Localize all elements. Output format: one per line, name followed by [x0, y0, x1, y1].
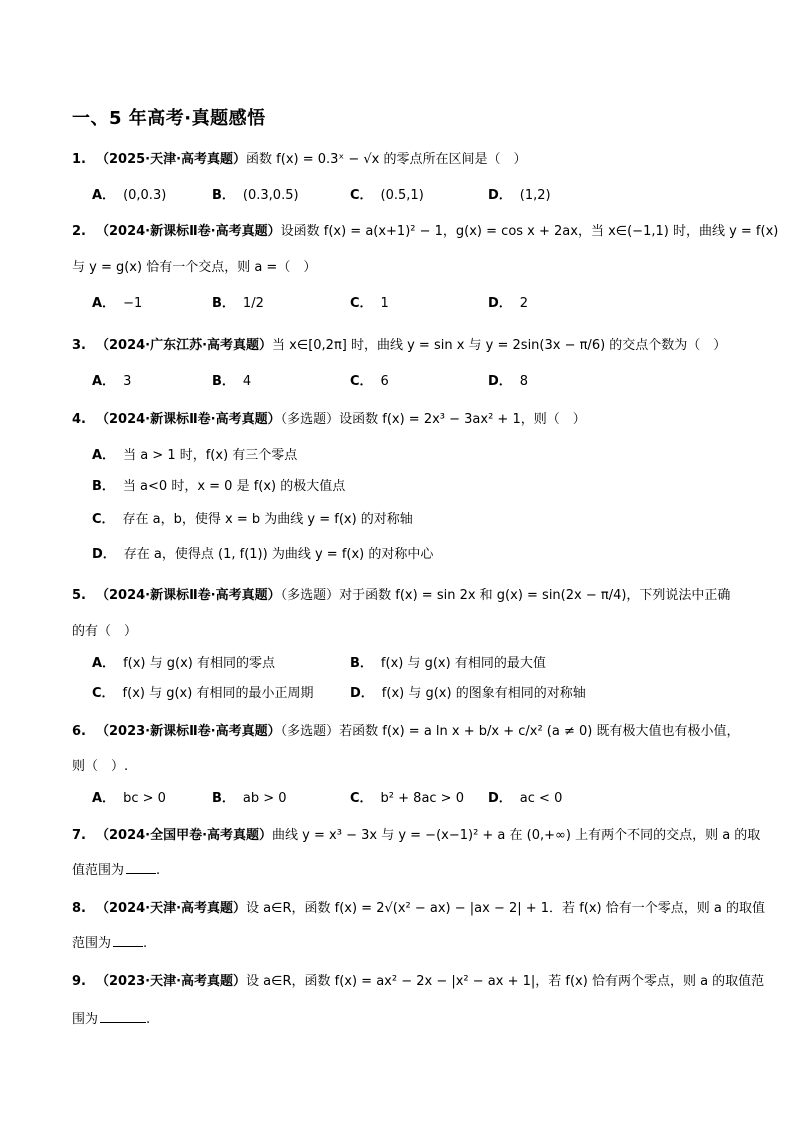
- question-text: 则（ ）.: [72, 759, 129, 774]
- question-number: 1.: [72, 152, 86, 167]
- option-c[interactable]: C． (0.5,1): [350, 188, 424, 203]
- question-text: 设 a∈R，函数 f(x) = 2√(x² − ax) − |ax − 2| + 1．若 f(x) 恰有一个零点，则 a 的取值: [246, 901, 765, 916]
- option-c[interactable]: C． b² + 8ac > 0: [350, 791, 464, 806]
- question-source: （2024·新课标Ⅱ卷·高考真题）: [95, 412, 281, 427]
- question-text: 围为: [72, 1012, 99, 1027]
- question-text: 曲线 y = x³ − 3x 与 y = −(x−1)² + a 在 (0,+∞) 上有两个不同的交点，则 a 的取: [272, 828, 761, 843]
- answer-blank[interactable]: [100, 1010, 146, 1023]
- answer-blank[interactable]: [113, 934, 143, 947]
- question-5: [72, 586, 730, 606]
- question-text: 与 y = g(x) 恰有一个交点，则 a =（ ）: [72, 260, 317, 275]
- question-source: （2023·天津·高考真题）: [95, 974, 247, 989]
- question-number: 4.: [72, 412, 86, 427]
- option-a[interactable]: A． 3: [92, 374, 132, 389]
- question-text: 设 a∈R，函数 f(x) = ax² − 2x − |x² − ax + 1|，若 f(x) 恰有两个零点，则 a 的取值范: [246, 974, 765, 989]
- option-d[interactable]: D． (1,2): [488, 188, 551, 203]
- question-text: （多选题）若函数 f(x) = a ln x + b/x + c/x² (a ≠ 0) 既有极大值也有极小值，: [280, 724, 740, 739]
- option-a[interactable]: A． bc > 0: [92, 791, 166, 806]
- question-number: 2.: [72, 224, 86, 239]
- question-2: [72, 222, 778, 242]
- question-8-continued: 范围为 .: [72, 936, 148, 951]
- question-6-continued: [72, 757, 128, 777]
- option-b[interactable]: B． (0.3,0.5): [212, 188, 299, 203]
- question-text: 设函数 f(x) = a(x+1)² − 1，g(x) = cos x + 2ax，当 x∈(−1,1) 时，曲线 y = f(x): [280, 224, 779, 239]
- question-2-continued: [72, 258, 316, 278]
- option-a[interactable]: A． −1: [92, 296, 143, 311]
- question-4: [72, 410, 586, 430]
- option-c[interactable]: C． 存在 a，b，使得 x = b 为曲线 y = f(x) 的对称轴: [92, 512, 413, 527]
- option-a[interactable]: A． f(x) 与 g(x) 有相同的零点: [92, 656, 275, 671]
- question-text: （多选题）设函数 f(x) = 2x³ − 3ax² + 1，则（ ）: [280, 412, 586, 427]
- question-7-continued: 值范围为 .: [72, 863, 161, 878]
- option-b[interactable]: B． 4: [212, 374, 252, 389]
- question-text: 值范围为: [72, 863, 125, 878]
- question-1: [72, 150, 526, 170]
- option-c[interactable]: C． 6: [350, 374, 389, 389]
- question-8: [72, 899, 765, 919]
- question-source: （2024·新课标Ⅱ卷·高考真题）: [95, 224, 281, 239]
- option-a[interactable]: A． (0,0.3): [92, 188, 167, 203]
- option-d[interactable]: D． ac < 0: [488, 791, 563, 806]
- question-number: 3.: [72, 338, 86, 353]
- option-b[interactable]: B． ab > 0: [212, 791, 287, 806]
- question-source: （2023·新课标Ⅱ卷·高考真题）: [95, 724, 281, 739]
- question-source: （2024·新课标Ⅱ卷·高考真题）: [95, 588, 281, 603]
- answer-blank[interactable]: [126, 861, 156, 874]
- question-source: （2024·天津·高考真题）: [95, 901, 247, 916]
- option-d[interactable]: D． 8: [488, 374, 529, 389]
- question-number: 5.: [72, 588, 86, 603]
- question-9: [72, 972, 764, 992]
- option-d[interactable]: D． 存在 a，使得点 (1, f(1)) 为曲线 y = f(x) 的对称中心: [92, 547, 434, 562]
- question-3: [72, 336, 726, 356]
- section-title: 一、5 年高考·真题感悟: [72, 108, 266, 129]
- question-text: 范围为: [72, 936, 112, 951]
- option-a[interactable]: A． 当 a > 1 时，f(x) 有三个零点: [92, 448, 298, 463]
- question-7: [72, 826, 760, 846]
- question-number: 8.: [72, 901, 86, 916]
- option-b[interactable]: B． f(x) 与 g(x) 有相同的最大值: [350, 656, 546, 671]
- question-6: [72, 722, 739, 742]
- question-source: （2024·全国甲卷·高考真题）: [95, 828, 273, 843]
- option-c[interactable]: C． f(x) 与 g(x) 有相同的最小正周期: [92, 686, 314, 701]
- option-b[interactable]: B． 当 a<0 时，x = 0 是 f(x) 的极大值点: [92, 479, 346, 494]
- question-5-continued: [72, 622, 137, 642]
- question-text: 当 x∈[0,2π] 时，曲线 y = sin x 与 y = 2sin(3x − π/6) 的交点个数为（ ）: [272, 338, 727, 353]
- question-text: 函数 f(x) = 0.3ˣ − √x 的零点所在区间是（ ）: [246, 152, 527, 167]
- question-text: （多选题）对于函数 f(x) = sin 2x 和 g(x) = sin(2x − π/4)，下列说法中正确: [280, 588, 731, 603]
- question-9-continued: 围为 .: [72, 1012, 151, 1027]
- option-d[interactable]: D． 2: [488, 296, 529, 311]
- question-number: 9.: [72, 974, 86, 989]
- question-source: （2025·天津·高考真题）: [95, 152, 247, 167]
- question-number: 6.: [72, 724, 86, 739]
- option-b[interactable]: B． 1/2: [212, 296, 264, 311]
- option-c[interactable]: C． 1: [350, 296, 389, 311]
- question-number: 7.: [72, 828, 86, 843]
- option-d[interactable]: D． f(x) 与 g(x) 的图象有相同的对称轴: [350, 686, 586, 701]
- question-text: 的有（ ）: [72, 624, 138, 639]
- question-source: （2024·广东江苏·高考真题）: [95, 338, 273, 353]
